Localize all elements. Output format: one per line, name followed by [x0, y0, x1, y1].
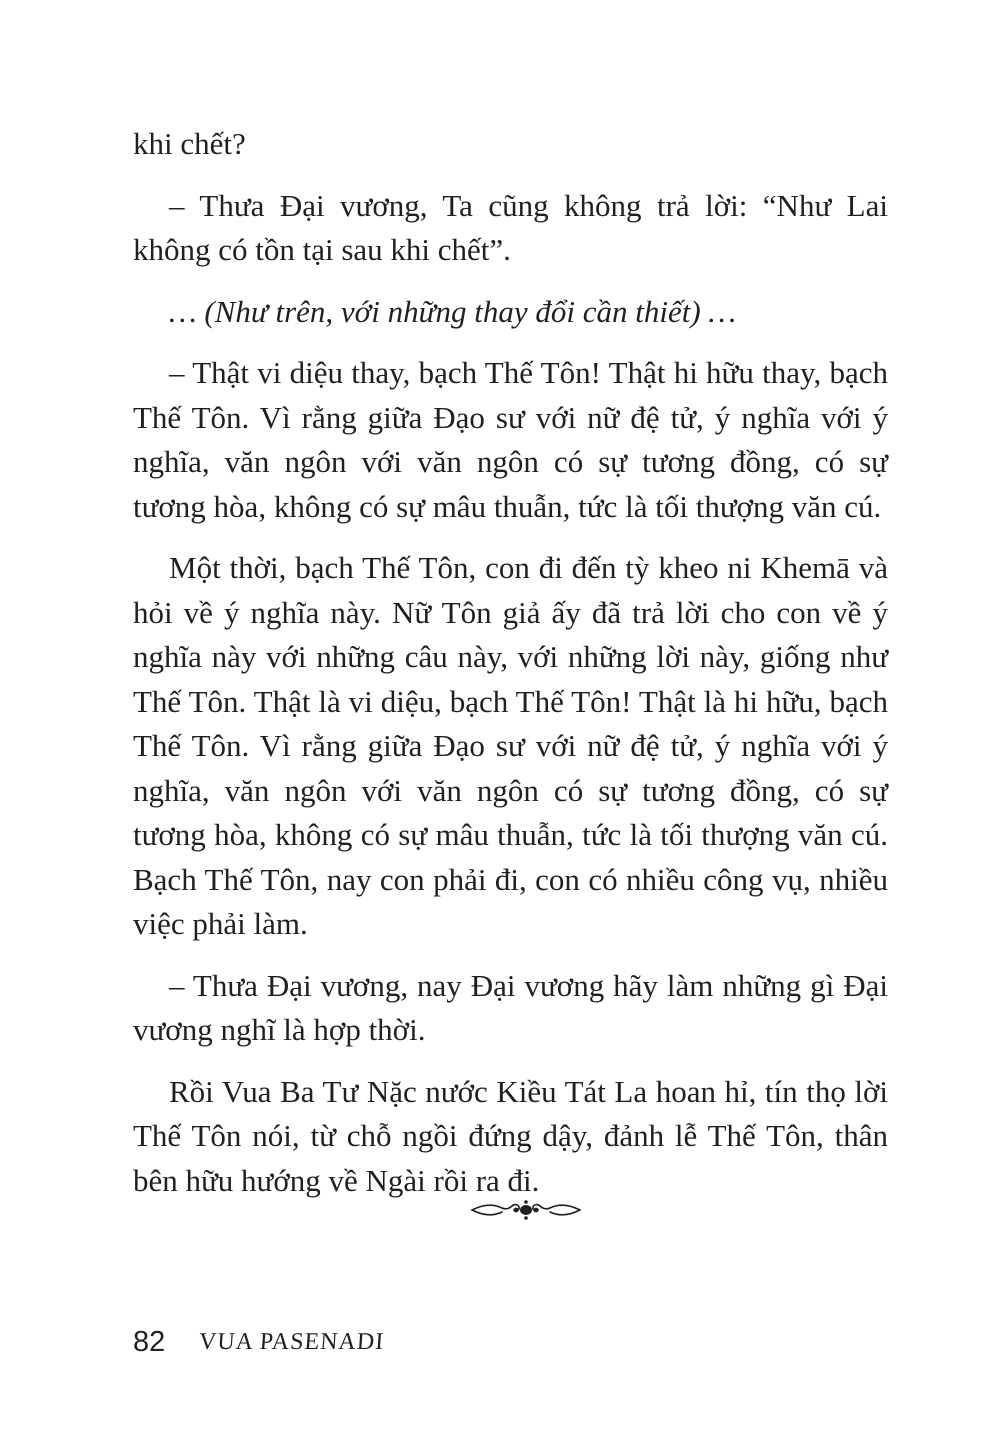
paragraph-continuation: khi chết?: [133, 126, 246, 161]
flourish-divider-icon: [470, 1196, 582, 1224]
page-footer: [133, 1322, 384, 1362]
page-number: 82: [133, 1325, 166, 1358]
paragraph-ellipsis-note: … (Như trên, với những thay đổi cần thiết) …: [169, 293, 736, 329]
paragraph-reply: – Thưa Đại vương, Ta cũng không trả lời: “Như Lai không có tồn tại sau khi chết”.: [133, 187, 888, 267]
paragraph-departure: Rồi Vua Ba Tư Nặc nước Kiều Tát La hoan hỉ, tín thọ lời Thế Tôn nói, từ chỗ ngồi đứng dậy, đảnh lễ Thế Tôn, thân bên hữu hướng về Ngài rồi ra đi.: [133, 1073, 888, 1198]
paragraph-praise: – Thật vi diệu thay, bạch Thế Tôn! Thật hi hữu thay, bạch Thế Tôn. Vì rằng giữa Đạo sư với nữ đệ tử, ý nghĩa với ý nghĩa, văn ngôn với văn ngôn có sự tương đồng, có sự tương hòa, không có sự mâu thuẫn, tức là tối thượng văn cú.: [133, 355, 888, 524]
paragraph-permission: – Thưa Đại vương, nay Đại vương hãy làm những gì Đại vương nghĩ là hợp thời.: [133, 967, 888, 1047]
body-text: [133, 122, 888, 1220]
running-title: VUA PASENADI: [198, 1328, 386, 1355]
paragraph-khema: Một thời, bạch Thế Tôn, con đi đến tỳ kheo ni Khemā và hỏi về ý nghĩa này. Nữ Tôn giả ấy đã trả lời cho con về ý nghĩa này với những câu này, với những lời này, giống như Thế Tôn. Thật là vi diệu, bạch Thế Tôn! Thật là hi hữu, bạch Thế Tôn. Vì rằng giữa Đạo sư với nữ đệ tử, ý nghĩa với ý nghĩa, văn ngôn với văn ngôn có sự tương đồng, có sự tương hòa, không có sự mâu thuẫn, tức là tối thượng văn cú. Bạch Thế Tôn, nay con phải đi, con có nhiều công vụ, nhiều việc phải làm.: [133, 550, 888, 941]
